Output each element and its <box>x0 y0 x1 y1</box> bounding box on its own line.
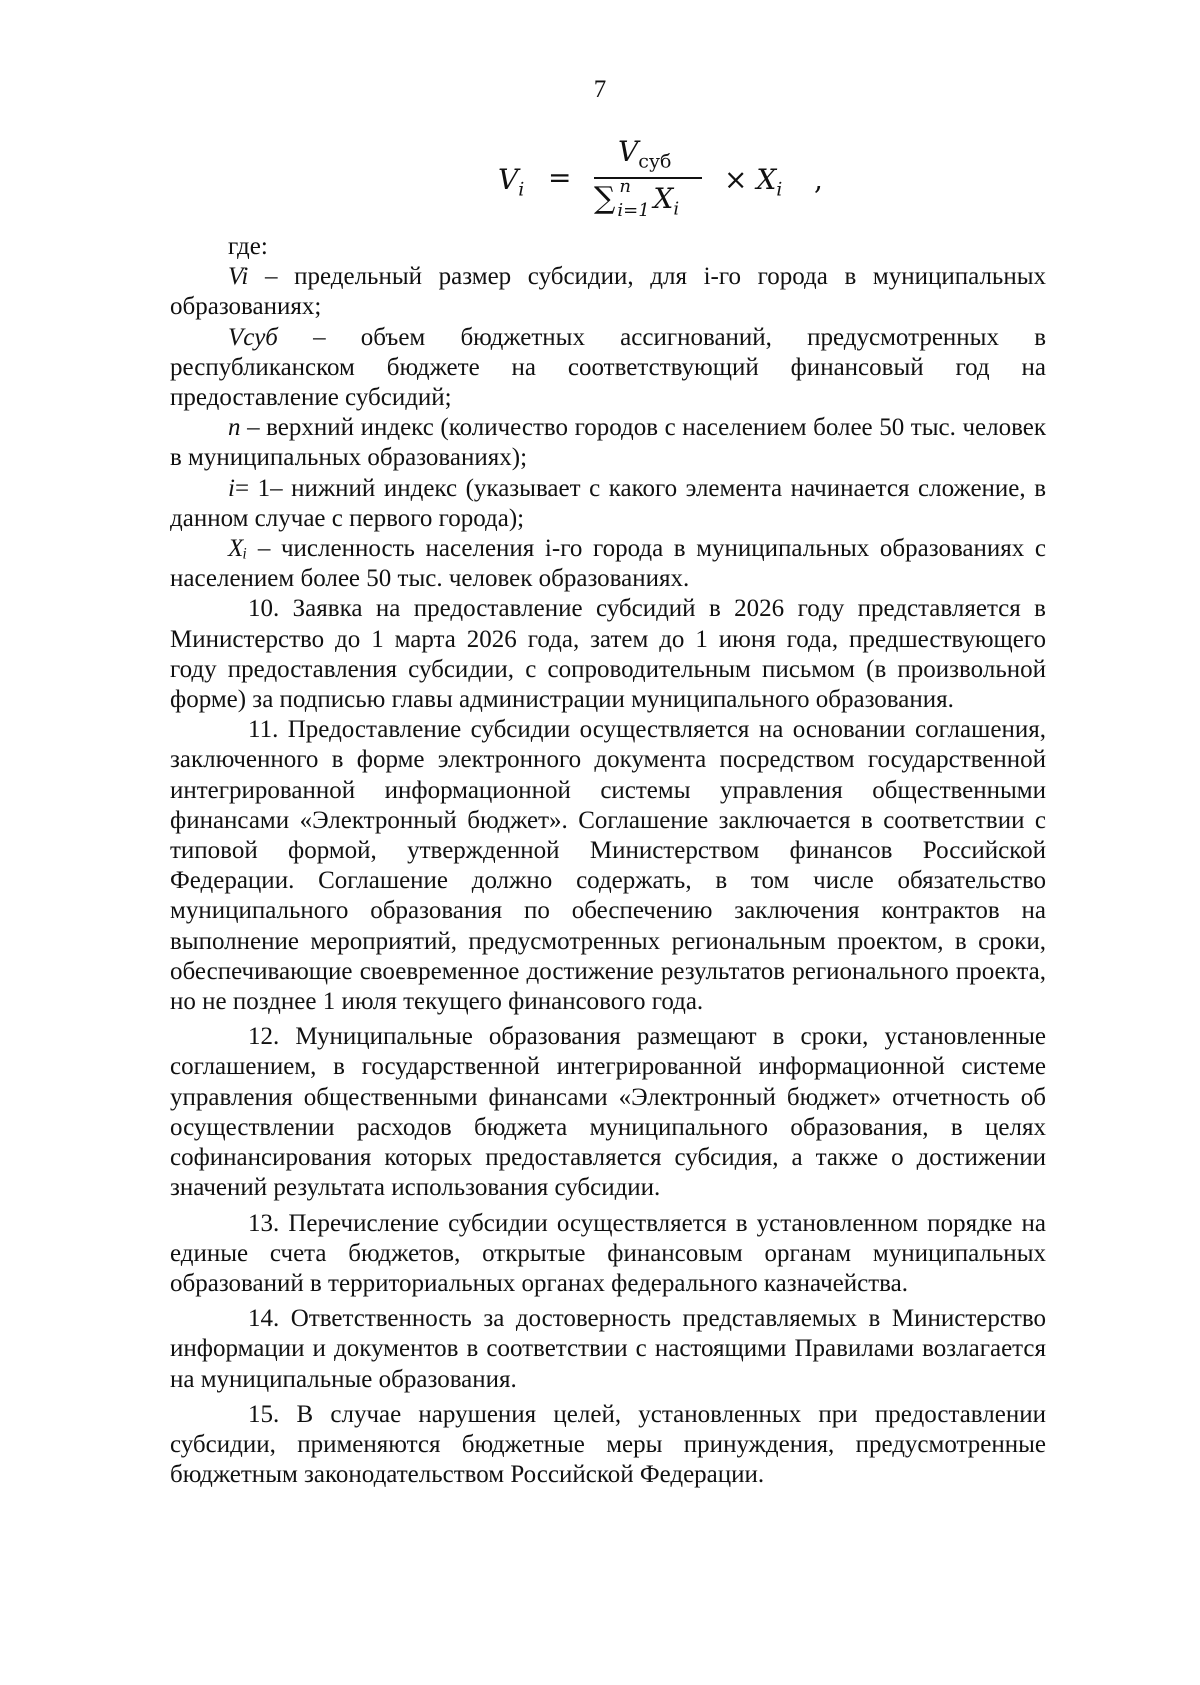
formula-numerator: $V_{суб}$ <box>618 135 672 173</box>
formula-denominator: ∑ n i=1 $X_i$ <box>594 176 680 221</box>
clause-12: 12. Муниципальные образования размещают в сроки, установленные соглашением, в государственной интегрированной информационной системе управления общественными финансами «Электронный бюджет» отчетность об осуществлении расходов бюджета муниципального образования, в целях софинансирования которых предоставляется субсидия, а также о достижении значений результата использования субсидии. <box>170 1023 1046 1202</box>
formula-multiplier: × $X_i$ <box>724 163 783 201</box>
definition-vsub: Vсуб – объем бюджетных ассигнований, предусмотренных в республиканском бюджете на соответствующий финансовый год на предоставление субсидий; <box>170 323 1046 412</box>
document-body <box>170 232 1046 1490</box>
clause-15: 15. В случае нарушения целей, установленных при предоставлении субсидии, применяются бюджетные меры принуждения, предусмотренные бюджетным законодательством Российской Федерации. <box>170 1400 1046 1489</box>
definition-n: n – верхний индекс (количество городов с населением более 50 тыс. человек в муниципальных образованиях); <box>170 414 1046 472</box>
formula-comma: , <box>814 163 823 196</box>
formula-lhs: $V_i$ <box>498 163 525 201</box>
clause-14: 14. Ответственность за достоверность представляемых в Министерство информации и документов в соответствии с настоящими Правилами возлагается на муниципальные образования. <box>170 1305 1046 1393</box>
formula-equals: = <box>548 161 572 194</box>
clause-10: 10. Заявка на предоставление субсидий в 2026 году представляется в Министерство до 1 марта 2026 года, затем до 1 июня года, предшествующего году предоставления субсидии, с сопроводительным письмом (в произвольной форме) за подписью главы администрации муниципального образования. <box>170 595 1046 714</box>
definition-i: i= 1– нижний индекс (указывает с какого элемента начинается сложение, в данном случае с первого города); <box>170 474 1046 532</box>
definition-xi: Xᵢ – численность населения i-го города в муниципальных образованиях с населением более 50 тыс. человек образованиях. <box>170 535 1046 593</box>
page-number: 7 <box>593 76 607 103</box>
where-label: где: <box>228 233 268 260</box>
definition-vi: Vi – предельный размер субсидии, для i-го города в муниципальных образованиях; <box>170 263 1046 321</box>
clause-13: 13. Перечисление субсидии осуществляется в установленном порядке на единые счета бюджетов, открытые финансовым органам муниципальных образований в территориальных органах федерального казначейства. <box>170 1209 1046 1297</box>
clause-11: 11. Предоставление субсидии осуществляется на основании соглашения, заключенного в форме электронного документа посредством государственной интегрированной информационной системы управления общественными финансами «Электронный бюджет». Соглашение заключается в соответствии с типовой формой, утвержденной Министерством финансов Российской Федерации. Соглашение должно содержать, в том числе обязательство муниципального образования по обеспечению заключения контрактов на выполнение мероприятий, предусмотренных региональным проектом, в сроки, обеспечивающие своевременное достижение результатов регионального проекта, но не позднее 1 июля текущего финансового года. <box>170 716 1046 1016</box>
fraction-bar <box>594 177 702 179</box>
